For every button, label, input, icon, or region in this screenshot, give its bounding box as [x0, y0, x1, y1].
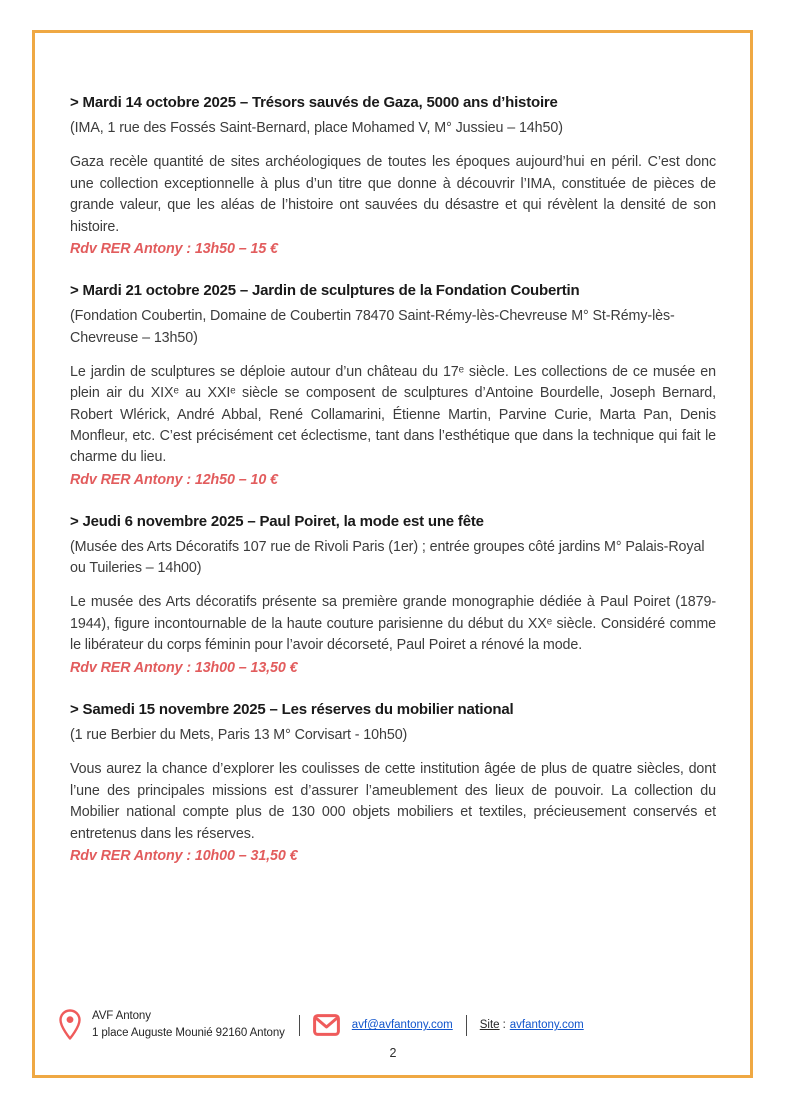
event-rdv-price: Rdv RER Antony : 10h00 – 31,50 €: [70, 847, 298, 864]
location-pin-icon: [58, 1008, 82, 1042]
event-location: (1 rue Berbier du Mets, Paris 13 M° Corvisart - 10h50): [70, 727, 408, 744]
event-heading: > Samedi 15 novembre 2025 – Les réserves du mobilier national: [70, 700, 514, 718]
event-rdv-price: Rdv RER Antony : 13h00 – 13,50 €: [70, 659, 298, 676]
footer-address: [92, 1008, 285, 1043]
event-section-poiret: [70, 512, 716, 676]
event-section-mobilier: [70, 700, 716, 864]
footer-street-address: 1 place Auguste Mounié 92160 Antony: [92, 1027, 285, 1040]
event-section-coubertin: [70, 281, 716, 488]
event-location: (Musée des Arts Décoratifs 107 rue de Rivoli Paris (1er) ; entrée groupes côté jardins M° Palais-Royal ou Tuileries – 14h00): [70, 539, 705, 577]
footer-site-label: Site: [479, 1019, 500, 1032]
footer-org-name: AVF Antony: [92, 1010, 151, 1022]
event-rdv-price: Rdv RER Antony : 13h50 – 15 €: [70, 241, 278, 258]
event-description: Le jardin de sculptures se déploie autour d’un château du 17ᵉ siècle. Les collections de ce musée en plein air du XIXᵉ au XXIᵉ siècle se composent de sculptures d’Antoine Bourdelle, Joseph Bernard, Robert Wlérick, André Abbal, René Collamarini, Étienne Martin, Parvine Curie, Marta Pan, Denis Monfleur, etc. C’est précisément cet éclectisme, tant dans l’esthétique que dans la technique qui fait le charme du lieu.: [70, 363, 716, 466]
envelope-icon: [313, 1014, 340, 1036]
event-heading: > Mardi 21 octobre 2025 – Jardin de sculptures de la Fondation Coubertin: [70, 282, 580, 300]
event-rdv-price: Rdv RER Antony : 12h50 – 10 €: [70, 471, 278, 488]
event-heading: > Mardi 14 octobre 2025 – Trésors sauvés de Gaza, 5000 ans d’histoire: [70, 94, 558, 111]
event-description: Le musée des Arts décoratifs présente sa première grande monographie dédiée à Paul Poiret (1879-1944), figure incontournable de la haute couture parisienne du début du XXᵉ siècle. Considéré comme le libérateur du corps féminin pour l’avoir décorseté, Paul Poiret a rénové la mode.: [70, 594, 716, 654]
footer-site-link[interactable]: avfantony.com: [509, 1019, 584, 1032]
event-section-gaza: [70, 93, 716, 257]
footer-site: [480, 1019, 584, 1031]
footer-divider: [466, 1015, 467, 1036]
page-number: 2: [389, 1046, 397, 1060]
event-description: Vous aurez la chance d’explorer les coulisses de cette institution âgée de plus de quatre siècles, dont l’une des principales missions est d’assurer l’ameublement des lieux de pouvoir. La collection du Mobilier national compte plus de 130 000 objets mobiliers et textiles, précieusement conservés et entretenus dans les réserves.: [70, 761, 716, 842]
page-content: [70, 93, 716, 888]
footer-site-colon: :: [502, 1019, 506, 1032]
event-description: Gaza recèle quantité de sites archéologiques de toutes les époques aujourd’hui en péril. C’est donc une collection exceptionnelle à plus d’un titre que donne à découvrir l’IMA, constituée de pièces de grande valeur, que les aléas de l’histoire ont sauvées du désastre et qui révèlent la densité de son histoire.: [70, 154, 716, 235]
footer-divider: [299, 1015, 300, 1036]
footer-email-link[interactable]: avf@avfantony.com: [351, 1019, 453, 1032]
page-footer: [58, 1008, 718, 1043]
event-location: (Fondation Coubertin, Domaine de Coubertin 78470 Saint-Rémy-lès-Chevreuse M° St-Rémy-lès-Chevreuse – 13h50): [70, 308, 675, 346]
event-heading: > Jeudi 6 novembre 2025 – Paul Poiret, la mode est une fête: [70, 512, 484, 530]
event-location: (IMA, 1 rue des Fossés Saint-Bernard, place Mohamed V, M° Jussieu – 14h50): [70, 120, 563, 137]
